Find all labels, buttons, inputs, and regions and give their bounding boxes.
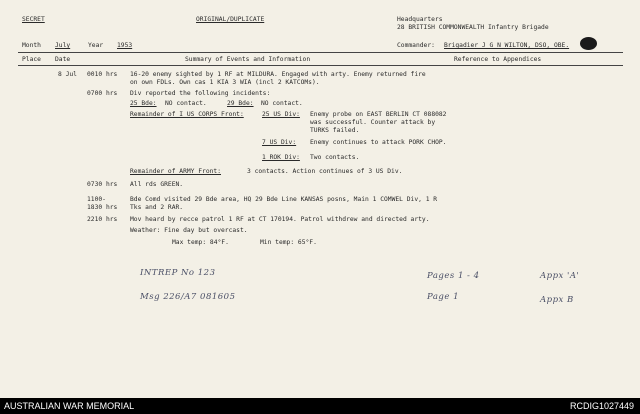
incident-text: 3 contacts. Action continues of 3 US Div. [247, 168, 403, 175]
col-summary: Summary of Events and Information [185, 56, 311, 63]
header-rule [18, 52, 623, 53]
year-value: 1953 [117, 42, 133, 49]
incident-text: Two contacts. [310, 154, 360, 161]
entry-time: 0010 hrs [87, 71, 118, 78]
incident-label: Remainder of ARMY Front: [130, 168, 221, 175]
incident-label: 29 Bde: [227, 100, 254, 107]
max-temp: Max temp: 84°F. [172, 239, 229, 246]
incident-label: 25 Bde: [130, 100, 157, 107]
entry-text: Mov heard by recce patrol 1 RF at CT 170194. Patrol withdrew and directed arty. [130, 216, 430, 223]
col-date: Date [55, 56, 71, 63]
entry-time: 0730 hrs [87, 181, 118, 188]
month-value: July [55, 42, 71, 49]
incident-label: 25 US Div: [262, 111, 300, 118]
handwritten-appx-b: Appx B [540, 295, 574, 305]
handwritten-appx-a: Appx 'A' [540, 271, 580, 281]
incident-label: 7 US Div: [262, 139, 297, 146]
entry-text: Bde Comd visited 29 Bde area, HQ 29 Bde Line KANSAS posns, Main 1 COMWEL Div, 1 R [130, 196, 438, 203]
incident-text: TURKS failed. [310, 127, 360, 134]
archive-name: AUSTRALIAN WAR MEMORIAL [4, 401, 135, 411]
incident-text: Enemy probe on EAST BERLIN CT 088082 [310, 111, 447, 118]
weather: Weather: Fine day but overcast. [130, 227, 248, 234]
entry-date: 8 Jul [58, 71, 77, 78]
entry-text: All rds GREEN. [130, 181, 184, 188]
entry-text: on own FDLs. Own cas 1 KIA 3 WIA (incl 2 KATCOMs). [130, 79, 320, 86]
year-label: Year [88, 42, 104, 49]
entry-time: 0700 hrs [87, 90, 118, 97]
handwritten-intrep: INTREP No 123 [140, 268, 216, 278]
commander-value: Brigadier J G N WILTON, DSO, OBE. [444, 42, 570, 49]
month-label: Month [22, 42, 41, 49]
incident-text: NO contact. [165, 100, 207, 107]
col-reference: Reference to Appendices [454, 56, 542, 63]
entry-text: Div reported the following incidents: [130, 90, 271, 97]
incident-text: was successful. Counter attack by [310, 119, 436, 126]
min-temp: Min temp: 65°F. [260, 239, 317, 246]
columns-rule [18, 65, 623, 66]
handwritten-msg: Msg 226/A7 081605 [140, 292, 236, 302]
handwritten-page: Page 1 [427, 292, 459, 302]
col-place: Place [22, 56, 41, 63]
incident-label: 1 ROK Div: [262, 154, 300, 161]
archive-footer [0, 398, 640, 414]
entry-time: 1100- [87, 196, 106, 203]
entry-text: 16-20 enemy sighted by 1 RF at MILDURA. Engaged with arty. Enemy returned fire [130, 71, 426, 78]
classification: SECRET [22, 16, 45, 23]
incident-text: Enemy continues to attack PORK CHOP. [310, 139, 447, 146]
entry-time: 2210 hrs [87, 216, 118, 223]
handwritten-pages: Pages 1 - 4 [427, 271, 480, 281]
punch-hole [580, 37, 597, 50]
commander-label: Commander: [397, 42, 435, 49]
incident-text: NO contact. [261, 100, 303, 107]
entry-text: Tks and 2 RAR. [130, 204, 184, 211]
entry-time: 1830 hrs [87, 204, 118, 211]
archive-id: RCDIG1027449 [569, 401, 634, 411]
copy-status: ORIGINAL/DUPLICATE [196, 16, 265, 23]
unit-name: 28 BRITISH COMMONWEALTH Infantry Brigade [397, 24, 549, 31]
incident-label: Remainder of I US CORPS Front: [130, 111, 244, 118]
hq-label: Headquarters [397, 16, 443, 23]
